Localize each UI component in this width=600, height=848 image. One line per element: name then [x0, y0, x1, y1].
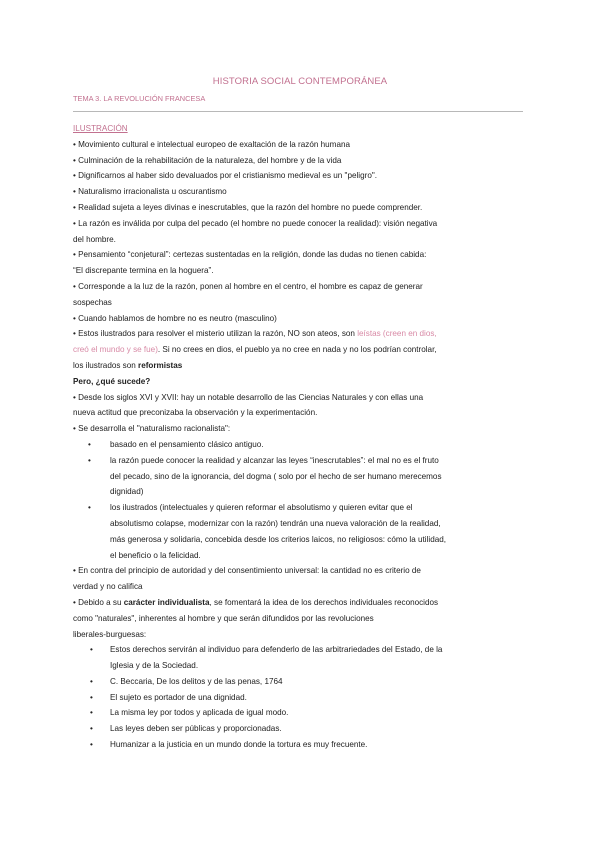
text-run: • Debido a su	[73, 597, 124, 607]
list-item	[73, 500, 533, 563]
text-line: el beneficio o la felicidad.	[110, 550, 201, 560]
question-heading: Pero, ¿qué sucede?	[73, 376, 151, 386]
text-line: • Desde los siglos XVI y XVII: hay un notable desarrollo de las Ciencias Naturales y con ellas una	[73, 392, 424, 402]
text-line: • Pensamiento “conjetural”: certezas sustentadas en la religión, donde las dudas no tienen cabida:	[73, 250, 427, 260]
text-line	[73, 326, 533, 342]
bullet: •	[90, 692, 93, 702]
text-line	[73, 358, 533, 374]
document-subtitle: TEMA 3. LA REVOLUCIÓN FRANCESA	[73, 94, 206, 103]
text-line: La misma ley por todos y aplicada de igual modo.	[110, 708, 289, 718]
text-line: • Movimiento cultural e intelectual europeo de exaltación de la razón humana	[73, 139, 351, 149]
document-title: HISTORIA SOCIAL CONTEMPORÁNEA	[212, 76, 388, 87]
bullet: •	[88, 503, 91, 513]
text-line: El sujeto es portador de una dignidad.	[110, 692, 247, 702]
text-line: • Realidad sujeta a leyes divinas e inescrutables, que la razón del hombre no puede comprender.	[73, 202, 423, 212]
bullet: •	[88, 455, 91, 465]
text-line: • Dignificarnos al haber sido devaluados por el cristianismo medieval es un "peligro".	[73, 171, 377, 181]
text-line: “El discrepante termina en la hoguera”.	[73, 266, 214, 276]
bullet: •	[88, 439, 91, 449]
list-item	[73, 674, 533, 690]
text-line: Las leyes deben ser públicas y proporcionadas.	[110, 724, 282, 734]
document-body	[73, 121, 533, 753]
header-divider	[73, 111, 523, 112]
text-line: Estos derechos servirán al individuo para defenderlo de las arbitrariedades del Estado, de la	[110, 645, 443, 655]
bullet: •	[90, 740, 93, 750]
text-line: • La razón es inválida por culpa del pecado (el hombre no puede conocer la realidad): visión negativa	[73, 218, 438, 228]
list-item	[73, 690, 533, 706]
text-line: del pecado, sino de la ignorancia, del dogma ( solo por el hecho de ser humano merecemos	[110, 471, 442, 481]
text-line	[73, 595, 533, 611]
text-line: • Cuando hablamos de hombre no es neutro (masculino)	[73, 313, 277, 323]
list-item	[73, 453, 533, 500]
text-line: sospechas	[73, 297, 112, 307]
text-run: los ilustrados son	[73, 360, 139, 370]
bullet: •	[90, 708, 93, 718]
list-item	[73, 437, 533, 453]
text-line: basado en el pensamiento clásico antiguo.	[110, 439, 264, 449]
bold-text: carácter individualista	[123, 597, 210, 607]
highlighted-text: creó el mundo y se fue)	[73, 345, 158, 355]
text-line: la razón puede conocer la realidad y alcanzar las leyes “inescrutables”: el mal no es el fruto	[110, 455, 439, 465]
text-run: , se fomentará la idea de los derechos individuales reconocidos	[209, 597, 439, 607]
text-line: como "naturales", inherentes al hombre y que serán difundidos por las revoluciones	[73, 613, 374, 623]
text-line: dignidad)	[110, 487, 144, 497]
text-line: verdad y no califica	[73, 582, 143, 592]
text-line: • Naturalismo irracionalista u oscurantismo	[73, 187, 227, 197]
text-line: • Se desarrolla el "naturalismo racionalista":	[73, 424, 231, 434]
text-line	[73, 342, 533, 358]
section-heading: ILUSTRACIÓN	[73, 124, 128, 133]
text-line: del hombre.	[73, 234, 116, 244]
bullet: •	[90, 676, 93, 686]
text-line: nueva actitud que preconizaba la observación y la experimentación.	[73, 408, 318, 418]
text-line: Iglesia y de la Sociedad.	[110, 661, 199, 671]
text-line: • Corresponde a la luz de la razón, ponen al hombre en el centro, el hombre es capaz de generar	[73, 281, 423, 291]
list-item	[73, 705, 533, 721]
bold-text: reformistas	[138, 360, 183, 370]
text-line: más generosa y solidaria, concebida desde los criterios laicos, no religiosos: cómo la utilidad,	[110, 534, 447, 544]
text-line: absolutismo colapse, modernizar con la razón) tendrán una nueva valoración de la realidad,	[110, 518, 441, 528]
text-line: C. Beccaria, De los delitos y de las penas, 1764	[110, 676, 283, 686]
text-line: los ilustrados (intelectuales y quieren reformar el absolutismo y quieren evitar que el	[110, 503, 413, 513]
text-line: • En contra del principio de autoridad y del consentimiento universal: la cantidad no es criterio de	[73, 566, 421, 576]
bullet: •	[90, 645, 93, 655]
list-item	[73, 721, 533, 737]
highlighted-text: leístas (creen en dios,	[357, 329, 437, 339]
text-run: • Estos ilustrados para resolver el misterio utilizan la razón, NO son ateos, son	[73, 329, 358, 339]
list-item	[73, 642, 533, 674]
list-item	[73, 737, 533, 753]
text-line: • Culminación de la rehabilitación de la naturaleza, del hombre y de la vida	[73, 155, 342, 165]
text-run: . Si no crees en dios, el pueblo ya no cree en nada y no los podrían controlar,	[157, 345, 437, 355]
bullet: •	[90, 724, 93, 734]
text-line: Humanizar a la justicia en un mundo donde la tortura es muy frecuente.	[110, 740, 368, 750]
text-line: liberales-burguesas:	[73, 629, 147, 639]
